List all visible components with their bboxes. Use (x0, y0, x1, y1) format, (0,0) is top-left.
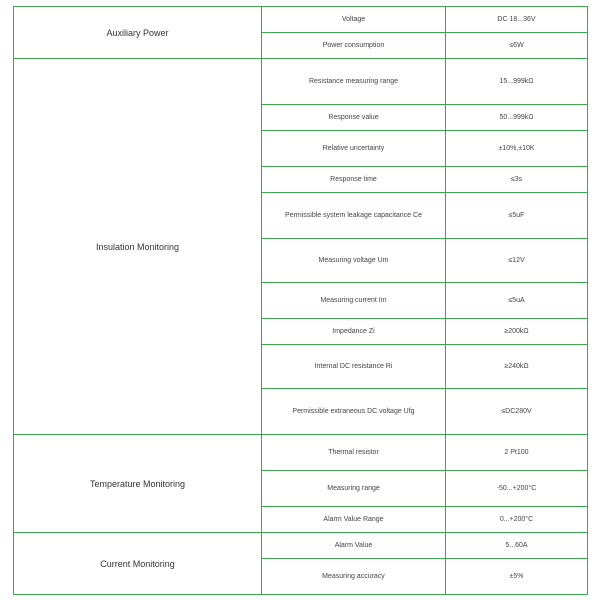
param-response-value: Response value (262, 105, 446, 131)
param-measuring-accuracy: Measuring accuracy (262, 559, 446, 595)
param-measuring-current: Measuring current Im (262, 283, 446, 319)
value-extraneous-dc-voltage: ≤DC280V (446, 389, 588, 435)
value-measuring-current: ≤5uA (446, 283, 588, 319)
value-voltage: DC 18...36V (446, 7, 588, 33)
value-response-value: 50...999kΩ (446, 105, 588, 131)
spec-table (13, 6, 588, 595)
value-temperature-measuring-range: -50...+200°C (446, 471, 588, 507)
table-row (14, 7, 588, 33)
group-temperature-monitoring: Temperature Monitoring (14, 435, 262, 533)
value-power-consumption: ≤6W (446, 33, 588, 59)
param-internal-dc-resistance: Internal DC resistance Ri (262, 345, 446, 389)
value-alarm-value: 5...60A (446, 533, 588, 559)
group-auxiliary-power: Auxiliary Power (14, 7, 262, 59)
value-alarm-value-range: 0...+200°C (446, 507, 588, 533)
value-measuring-voltage: ≤12V (446, 239, 588, 283)
param-impedance: Impedance Zi (262, 319, 446, 345)
param-temperature-measuring-range: Measuring range (262, 471, 446, 507)
value-leakage-capacitance: ≤5uF (446, 193, 588, 239)
value-resistance-measuring-range: 15...999kΩ (446, 59, 588, 105)
param-measuring-voltage: Measuring voltage Um (262, 239, 446, 283)
param-resistance-measuring-range: Resistance measuring range (262, 59, 446, 105)
param-relative-uncertainty: Relative uncertainty (262, 131, 446, 167)
value-thermal-resistor: 2 Pt100 (446, 435, 588, 471)
param-response-time: Response time (262, 167, 446, 193)
value-internal-dc-resistance: ≥240kΩ (446, 345, 588, 389)
param-power-consumption: Power consumption (262, 33, 446, 59)
param-thermal-resistor: Thermal resistor (262, 435, 446, 471)
param-leakage-capacitance: Permissible system leakage capacitance Ce (262, 193, 446, 239)
value-impedance: ≥200kΩ (446, 319, 588, 345)
table-row (14, 59, 588, 105)
param-voltage: Voltage (262, 7, 446, 33)
group-current-monitoring: Current Monitoring (14, 533, 262, 595)
value-measuring-accuracy: ±5% (446, 559, 588, 595)
group-insulation-monitoring: Insulation Monitoring (14, 59, 262, 435)
param-alarm-value-range: Alarm Value Range (262, 507, 446, 533)
param-alarm-value: Alarm Value (262, 533, 446, 559)
table-row (14, 435, 588, 471)
param-extraneous-dc-voltage: Permissible extraneous DC voltage Ufg (262, 389, 446, 435)
value-response-time: ≤3s (446, 167, 588, 193)
value-relative-uncertainty: ±10%,±10K (446, 131, 588, 167)
table-row (14, 533, 588, 559)
